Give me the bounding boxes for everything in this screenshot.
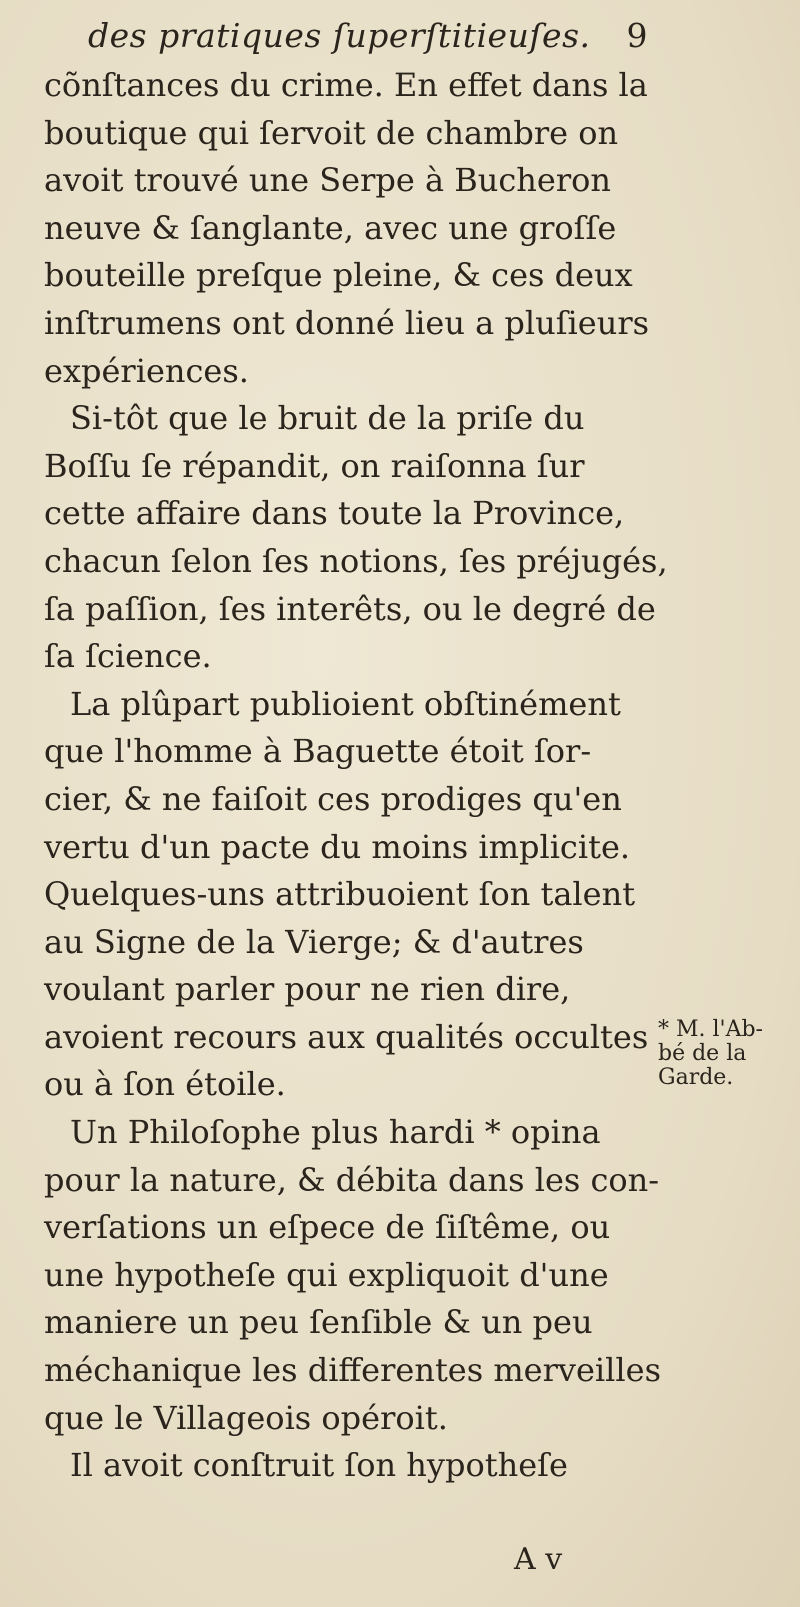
- text-line: que l'homme à Baguette étoit ſor-: [44, 732, 592, 771]
- page-header: [88, 14, 648, 60]
- text-line: au Signe de la Vierge; & d'autres: [44, 922, 584, 961]
- text-line: voulant parler pour ne rien dire,: [44, 970, 571, 1009]
- text-line: maniere un peu ſenſible & un peu: [44, 1303, 593, 1342]
- text-line: La plûpart publioient obſtinément: [70, 684, 621, 723]
- text-line: ſa paſſion, ſes interêts, ou le degré de: [44, 589, 656, 628]
- text-line: avoit trouvé une Serpe à Bucheron: [44, 161, 611, 200]
- text-line: ſa ſcience.: [44, 637, 212, 676]
- text-line: bouteille preſque pleine, & ces deux: [44, 256, 633, 295]
- text-line: pour la nature, & débita dans les con-: [44, 1160, 660, 1199]
- text-line: boutique qui ſervoit de chambre on: [44, 113, 619, 152]
- text-line: Un Philoſophe plus hardi * opina: [70, 1113, 601, 1152]
- text-line: inſtrumens ont donné lieu a pluſieurs: [44, 303, 650, 342]
- text-line: vertu d'un pacte du moins implicite.: [44, 827, 631, 866]
- body-text: [44, 62, 668, 1490]
- text-line: que le Villageois opéroit.: [44, 1398, 448, 1437]
- text-line: verſations un eſpece de ſiſtême, ou: [44, 1208, 611, 1247]
- text-line: avoient recours aux qualités occultes: [44, 1017, 649, 1056]
- text-line: neuve & ſanglante, avec une groſſe: [44, 208, 617, 247]
- text-line: cier, & ne faiſoit ces prodiges qu'en: [44, 779, 622, 818]
- text-line: Il avoit conſtruit ſon hypotheſe: [70, 1446, 568, 1485]
- page-number: 9: [626, 16, 648, 55]
- text-line: expériences.: [44, 351, 249, 390]
- text-line: Quelques-uns attribuoient ſon talent: [44, 875, 636, 914]
- margin-note-line: Garde.: [658, 1065, 734, 1090]
- text-line: cette affaire dans toute la Province,: [44, 494, 625, 533]
- text-line: Boſſu ſe répandit, on raiſonna ſur: [44, 446, 585, 485]
- text-line: chacun ſelon ſes notions, ſes préjugés,: [44, 541, 668, 580]
- catchword: A v: [514, 1542, 563, 1577]
- text-line: méchanique les differentes merveilles: [44, 1351, 661, 1390]
- text-line: cõnſtances du crime. En effet dans la: [44, 66, 648, 104]
- margin-note-line: bé de la: [658, 1041, 747, 1066]
- text-line: ou à ſon étoile.: [44, 1065, 286, 1104]
- running-title: des pratiques ſuperſtitieuſes.: [88, 16, 591, 55]
- margin-note: [658, 1018, 793, 1090]
- margin-note-line: * M. l'Ab-: [658, 1017, 763, 1042]
- text-line: une hypotheſe qui expliquoit d'une: [44, 1255, 609, 1294]
- text-line: Si-tôt que le bruit de la priſe du: [70, 399, 585, 438]
